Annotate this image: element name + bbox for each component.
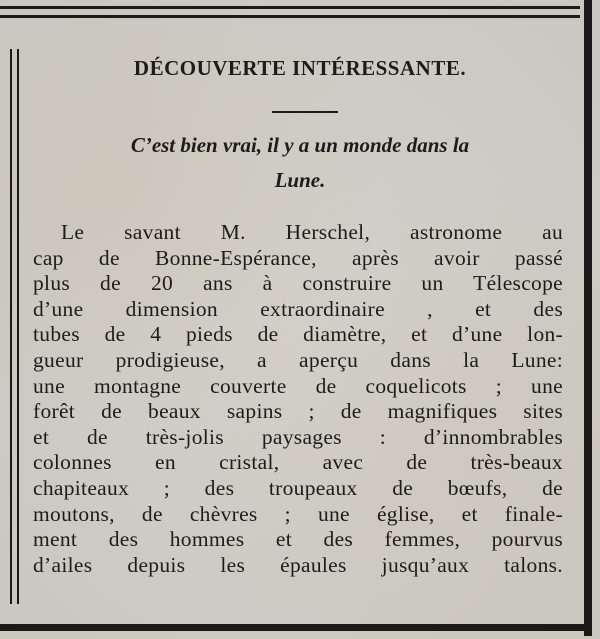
body-line: d’une dimension extraordinaire , et des <box>33 296 563 321</box>
right-border-rule <box>584 0 592 636</box>
body-line: ment des hommes et des femmes, pourvus <box>33 527 563 552</box>
body-line: moutons, de chèvres ; une église, et finale- <box>33 501 563 526</box>
body-line: une montagne couverte de coquelicots ; une <box>33 373 563 398</box>
body-line: cap de Bonne-Espérance, après avoir passé <box>33 245 563 270</box>
left-column-rule-outer <box>10 49 12 604</box>
top-border-rule-inner <box>0 15 580 18</box>
body-line: chapiteaux ; des troupeaux de bœufs, de <box>33 475 563 500</box>
subtitle-line: Lune. <box>274 168 326 192</box>
body-line: tubes de 4 pieds de diamètre, et d’une lon- <box>33 322 563 347</box>
article-body <box>33 220 563 578</box>
article-subtitle <box>30 128 570 198</box>
left-column-rule-inner <box>17 49 19 604</box>
title-separator-dash <box>272 111 338 113</box>
subtitle-line: C’est bien vrai, il y a un monde dans la <box>130 133 470 157</box>
body-line: plus de 20 ans à construire un Télescope <box>33 271 563 296</box>
top-border-rule <box>0 6 580 9</box>
body-line: et de très-jolis paysages : d’innombrables <box>33 424 563 449</box>
body-line: Le savant M. Herschel, astronome au <box>61 220 563 244</box>
bottom-border-rule <box>0 624 592 631</box>
article-title: DÉCOUVERTE INTÉRESSANTE. <box>133 56 467 80</box>
body-line: forêt de beaux sapins ; de magnifiques sites <box>33 399 563 424</box>
body-line: gueur prodigieuse, a aperçu dans la Lune: <box>33 347 563 372</box>
body-line: colonnes en cristal, avec de très-beaux <box>33 450 563 475</box>
body-line: d’ailes depuis les épaules jusqu’aux talons. <box>33 552 563 577</box>
